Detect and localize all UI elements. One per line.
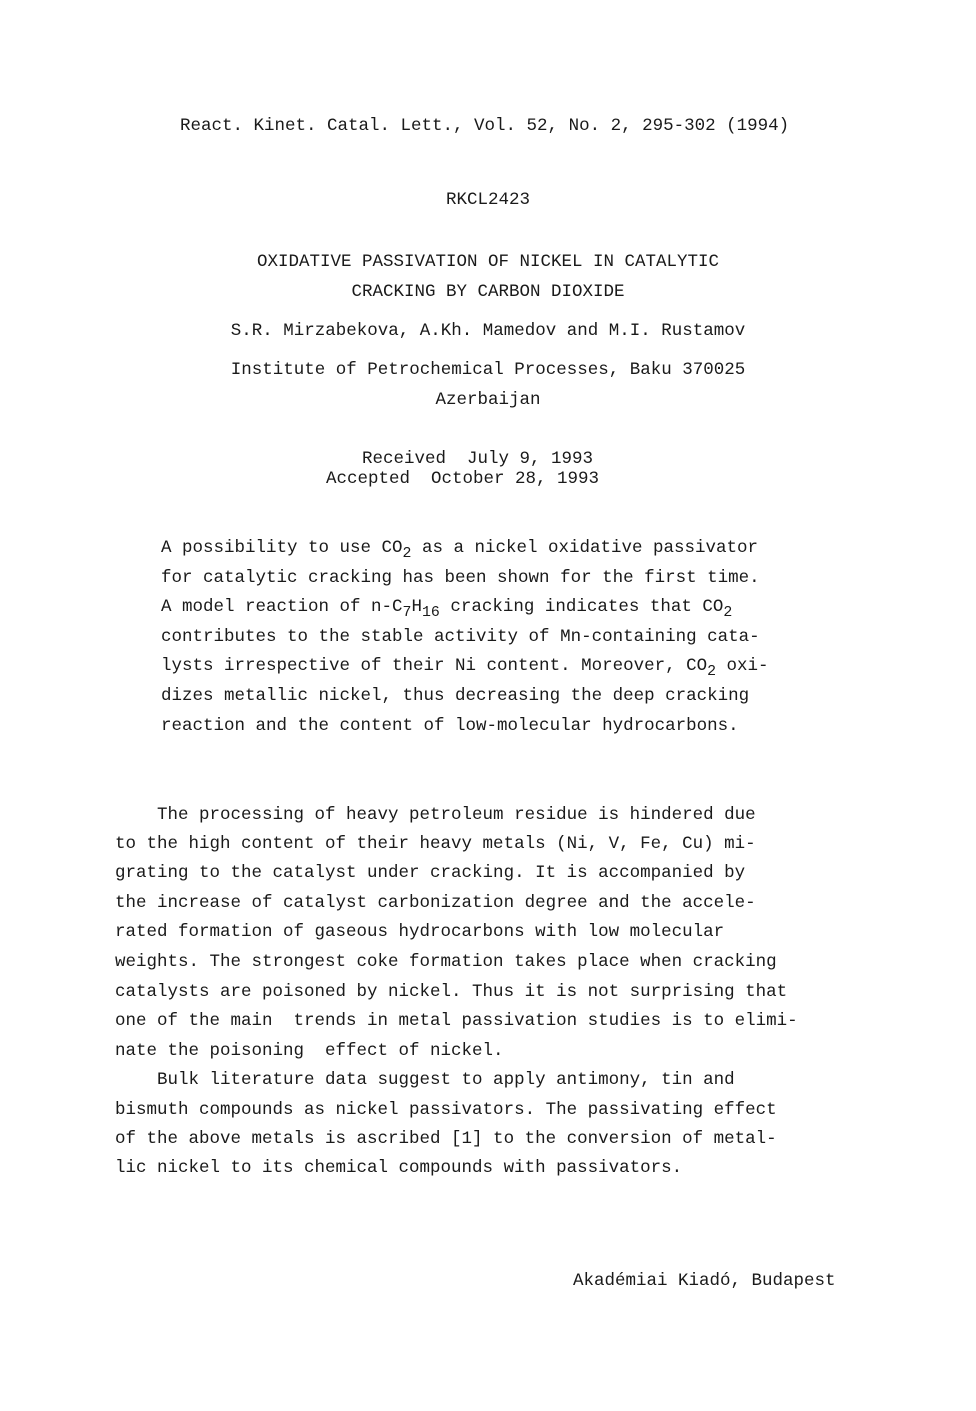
body-line: to the high content of their heavy metals (Ni, V, Fe, Cu) mi- xyxy=(115,834,756,854)
body-line: catalysts are poisoned by nickel. Thus it is not surprising that xyxy=(115,982,788,1002)
authors: S.R. Mirzabekova, A.Kh. Mamedov and M.I. Rustamov xyxy=(230,321,746,341)
body-line: rated formation of gaseous hydrocarbons with low molecular xyxy=(115,922,725,942)
body-line: bismuth compounds as nickel passivators. The passivating effect xyxy=(115,1100,777,1120)
journal-citation: React. Kinet. Catal. Lett., Vol. 52, No. 2, 295-302 (1994) xyxy=(180,116,790,136)
body-line: the increase of catalyst carbonization degree and the accele- xyxy=(115,893,756,913)
body-line: lic nickel to its chemical compounds with passivators. xyxy=(115,1158,683,1178)
affiliation-line-1: Institute of Petrochemical Processes, Baku 370025 xyxy=(230,360,746,380)
body-line: nate the poisoning effect of nickel. xyxy=(115,1041,504,1061)
publisher-footer: Akadémiai Kiadó, Budapest xyxy=(573,1271,836,1291)
abstract-line: contributes to the stable activity of Mn-containing cata- xyxy=(161,627,760,647)
body-line: Bulk literature data suggest to apply antimony, tin and xyxy=(115,1070,735,1090)
affiliation-line-2: Azerbaijan xyxy=(435,390,541,410)
body-line: one of the main trends in metal passivation studies is to elimi- xyxy=(115,1011,798,1031)
title-line-2: CRACKING BY CARBON DIOXIDE xyxy=(351,282,625,302)
accepted-date: Accepted October 28, 1993 xyxy=(326,469,600,489)
abstract-line: A possibility to use $CO_2$ as a nickel oxidative passivator xyxy=(161,538,759,563)
article-code: RKCL2423 xyxy=(445,190,530,210)
body-line: grating to the catalyst under cracking. It is accompanied by xyxy=(115,863,746,883)
body-line: weights. The strongest coke formation takes place when cracking xyxy=(115,952,777,972)
title-line-1: OXIDATIVE PASSIVATION OF NICKEL IN CATALYTIC xyxy=(256,252,720,272)
body-line: of the above metals is ascribed [1] to the conversion of metal- xyxy=(115,1129,777,1149)
abstract-line: lysts irrespective of their Ni content. Moreover, $CO_2$ oxi- xyxy=(161,656,769,681)
abstract-line: reaction and the content of low-molecular hydrocarbons. xyxy=(161,716,739,736)
abstract-line: for catalytic cracking has been shown for the first time. xyxy=(161,568,760,588)
abstract-line: dizes metallic nickel, thus decreasing the deep cracking xyxy=(161,686,750,706)
received-date: Received July 9, 1993 xyxy=(362,449,594,469)
abstract-line: A model reaction of $n-C_7H_{16}$ cracking indicates that $CO_2$ xyxy=(161,597,733,622)
body-line: The processing of heavy petroleum residue is hindered due xyxy=(115,805,756,825)
